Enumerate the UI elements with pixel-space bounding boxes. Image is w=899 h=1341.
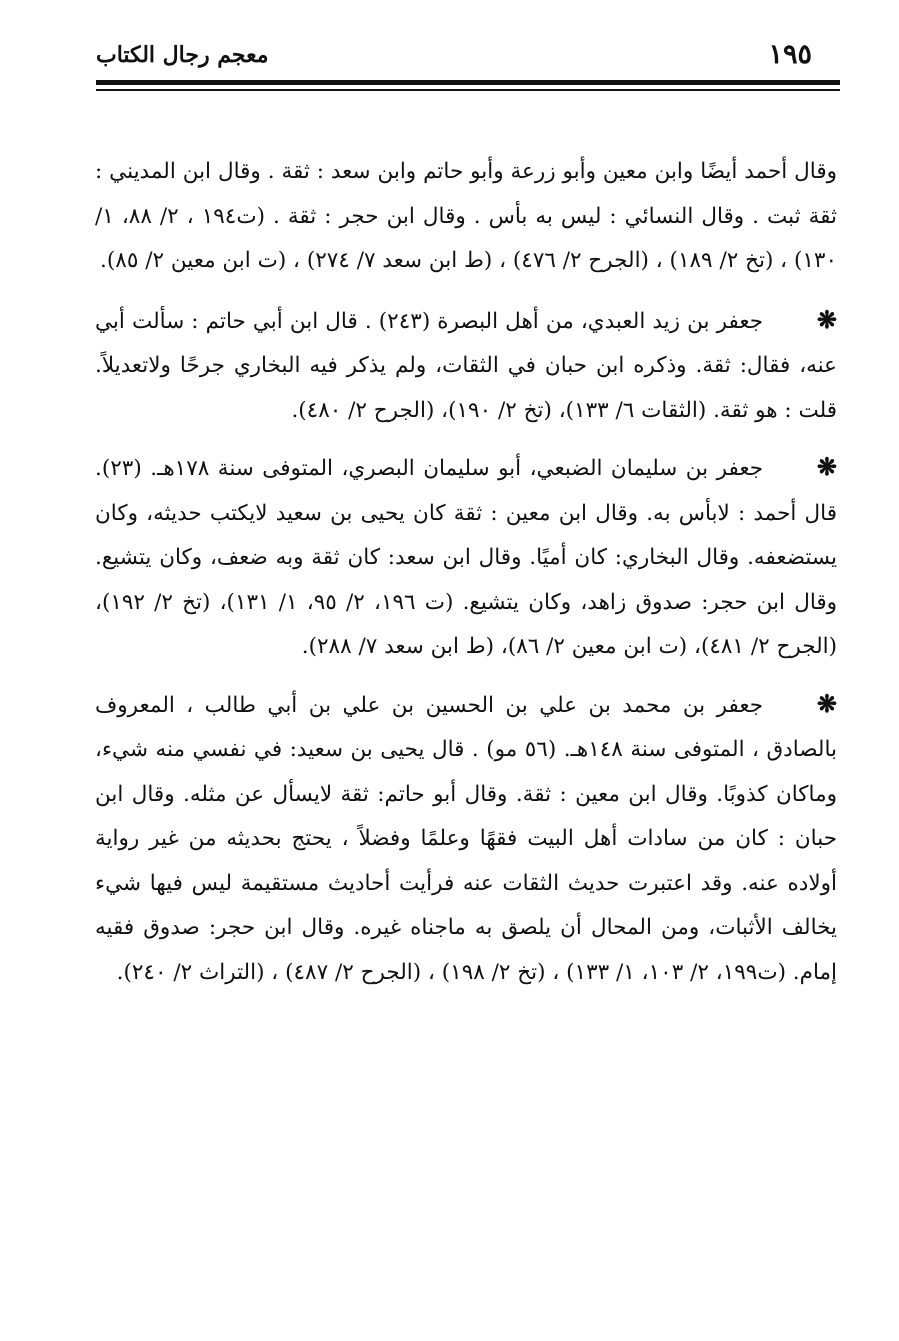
entry-jafar-bin-zayd <box>95 298 837 434</box>
paragraph-text: وقال أحمد أيضًا وابن معين وأبو زرعة وأبو حاتم وابن سعد : ثقة . وقال ابن المديني : ثقة ثبت . وقال النسائي : ليس به بأس . وقال ابن حجر : ثقة . (ت١٩٤ ، ٢/ ٨٨، ١/ ١٣٠) ، (تخ ٢/ ١٨٩) ، (الجرح ٢/ ٤٧٦) ، (ط ابن سعد ٧/ ٢٧٤) ، (ت ابن معين ٢/ ٨٥). <box>95 159 838 273</box>
entry-star-icon: ❋ <box>816 688 837 718</box>
header-rule-thick <box>96 80 840 85</box>
entry-star-icon: ❋ <box>816 452 837 481</box>
entry-star-icon: ❋ <box>816 304 837 334</box>
page-body <box>95 150 837 995</box>
header-rule-thin <box>96 89 840 91</box>
page-header <box>96 32 812 78</box>
paragraph-text: جعفر بن سليمان الضبعي، أبو سليمان البصري، المتوفى سنة ١٧٨هـ. (٢٣). قال أحمد : لابأس به. وقال ابن معين : ثقة كان يحيى بن سعيد لايكتب حديثه، وكان يستضعفه. وقال البخاري: كان أميًا. وقال ابن سعد: كان ثقة وبه ضعف، وكان يتشيع. وقال ابن حجر: صدوق زاهد، وكان يتشيع. (ت ١٩٦، ٢/ ٩٥، ١/ ١٣١)، (تخ ٢/ ١٩٢)، (الجرح ٢/ ٤٨١)، (ت ابن معين ٢/ ٨٦)، (ط ابن سعد ٧/ ٢٨٨). <box>95 456 838 659</box>
paragraph-text: جعفر بن زيد العبدي، من أهل البصرة (٢٤٣) . قال ابن أبي حاتم : سألت أبي عنه، فقال: ثقة. وذكره ابن حبان في الثقات، ولم يذكر فيه البخاري جرحًا ولاتعديلاً. قلت : هو ثقة. (الثقات ٦/ ١٣٣)، (تخ ٢/ ١٩٠)، (الجرح ٢/ ٤٨٠). <box>95 308 837 423</box>
paragraph-text: جعفر بن محمد بن علي بن الحسين بن علي بن أبي طالب ، المعروف بالصادق ، المتوفى سنة ١٤٨هـ. (٥٦ مو) . قال يحيى بن سعيد: في نفسي منه شيء، وماكان كذوبًا. وقال ابن معين : ثقة. وقال أبو حاتم: ثقة لايسأل عن مثله. وقال ابن حبان : كان من سادات أهل البيت فقهًا وعلمًا وفضلاً ، يحتج بحديثه من غير رواية أولاده عنه. وقد اعتبرت حديث الثقات عنه فرأيت أحاديث مستقيمة ليس فيها شيء يخالف الأثبات، ومن المحال أن يلصق به ماجناه غيره. وقال ابن حجر: صدوق فقيه إمام. (ت١٩٩، ٢/ ١٠٣، ١/ ١٣٣) ، (تخ ٢/ ١٩٨) ، (الجرح ٢/ ٤٨٧) ، (التراث ٢/ ٢٤٠). <box>95 692 837 985</box>
paragraph-continuation <box>95 150 837 284</box>
entry-jafar-al-sadiq <box>95 682 837 996</box>
entry-jafar-bin-sulayman <box>95 445 837 670</box>
running-title: معجم رجال الكتاب <box>96 42 269 68</box>
page-number: ١٩٥ <box>768 39 812 70</box>
